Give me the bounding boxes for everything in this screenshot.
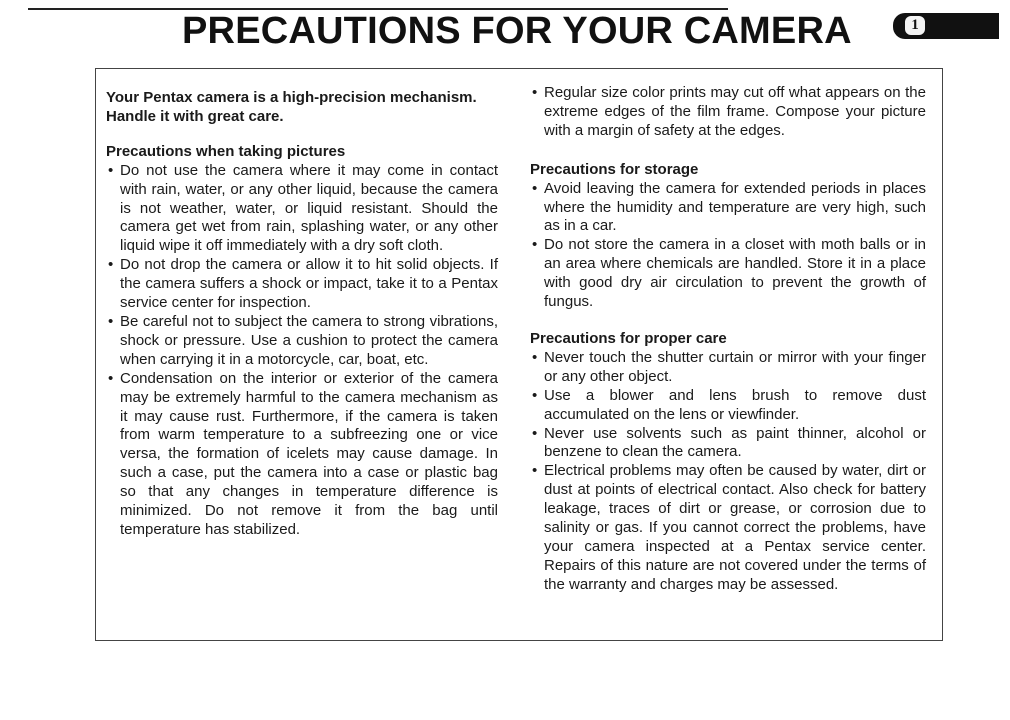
list-item: • Do not store the camera in a closet with moth balls or in an area where chemicals are handled. Store it in a place with good dry air circulation to prevent the growth of fungus. bbox=[530, 236, 926, 312]
list-item: • Be careful not to subject the camera to strong vibrations, shock or pressure. Use a cushion to protect the camera when carrying it in a motorcycle, car, boat, etc. bbox=[106, 313, 498, 370]
list-item: • Never touch the shutter curtain or mirror with your finger or any other object. bbox=[530, 349, 926, 387]
chapter-tab bbox=[893, 13, 999, 39]
section-heading-proper-care: Precautions for proper care bbox=[530, 329, 727, 347]
right-column bbox=[530, 84, 926, 595]
continued-list bbox=[530, 84, 926, 141]
taking-pictures-list bbox=[106, 162, 498, 540]
list-item: • Do not drop the camera or allow it to hit solid objects. If the camera suffers a shock or impact, take it to a Pentax service center for inspection. bbox=[106, 256, 498, 313]
proper-care-list bbox=[530, 349, 926, 595]
list-item: • Never use solvents such as paint thinner, alcohol or benzene to clean the camera. bbox=[530, 425, 926, 463]
list-item: • Regular size color prints may cut off what appears on the extreme edges of the film frame. Compose your picture with a margin of safety at the edges. bbox=[530, 84, 926, 141]
list-item: • Do not use the camera where it may come in contact with rain, water, or any other liquid, because the camera is not weather, water, or liquid resistant. Should the camera get wet from rain, splashing water, or any other liquid wipe it off immediately with a dry soft cloth. bbox=[106, 162, 498, 257]
section-heading-taking-pictures: Precautions when taking pictures bbox=[106, 142, 346, 160]
section-heading-storage: Precautions for storage bbox=[530, 160, 699, 178]
intro-text: Your Pentax camera is a high-precision mechanism. Handle it with great care. bbox=[106, 89, 477, 125]
list-item: • Condensation on the interior or exterior of the camera may be extremely harmful to the camera mechanism as it may cause rust. Furthermore, if the camera is taken from warm temperature to a subfreezing one or vice versa, the formation of icelets may cause damage. In such a case, put the camera into a case or plastic bag so that any changes in temperature difference is minimized. Do not remove it from the bag until temperature has stabilized. bbox=[106, 370, 498, 540]
storage-list bbox=[530, 180, 926, 312]
page-title: PRECAUTIONS FOR YOUR CAMERA bbox=[182, 10, 852, 52]
chapter-number: 1 bbox=[905, 16, 925, 35]
left-column bbox=[106, 89, 498, 540]
content-box bbox=[95, 68, 943, 641]
list-item: • Avoid leaving the camera for extended periods in places where the humidity and temperature are very high, such as in a car. bbox=[530, 180, 926, 237]
list-item: • Electrical problems may often be caused by water, dirt or dust at points of electrical contact. Also check for battery leakage, traces of dirt or grease, or corrosion due to salinity or gas. If you cannot correct the problems, have your camera inspected at a Pentax service center. Repairs of this nature are not covered under the terms of the warranty and charges may be assessed. bbox=[530, 462, 926, 594]
list-item: • Use a blower and lens brush to remove dust accumulated on the lens or viewfinder. bbox=[530, 387, 926, 425]
